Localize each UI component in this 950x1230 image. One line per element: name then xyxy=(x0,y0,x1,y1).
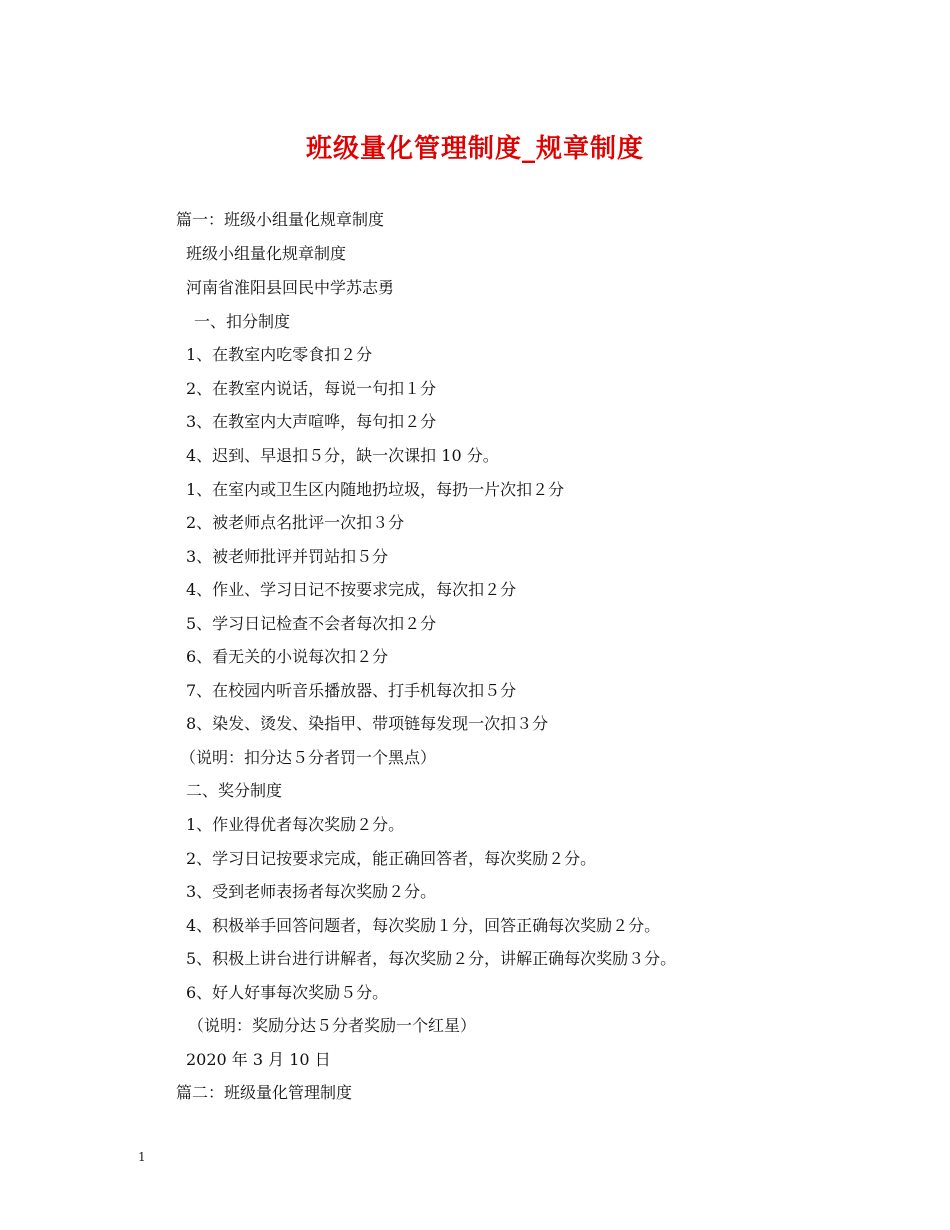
text-line: 河南省淮阳县回民中学苏志勇 xyxy=(186,278,395,297)
text-line: 3、受到老师表扬者每次奖励２分。 xyxy=(186,882,437,901)
text-line: 5、学习日记检查不会者每次扣２分 xyxy=(186,614,437,633)
text-line: 7、在校园内听音乐播放器、打手机每次扣５分 xyxy=(186,681,517,700)
document-title: 班级量化管理制度_规章制度 xyxy=(305,134,644,164)
text-line: （说明：奖励分达５分者奖励一个红星） xyxy=(188,1016,477,1035)
text-line: 1、在室内或卫生区内随地扔垃圾，每扔一片次扣２分 xyxy=(186,480,565,499)
text-line: 一、扣分制度 xyxy=(194,312,291,331)
text-line: 1、在教室内吃零食扣２分 xyxy=(186,345,373,364)
text-line: 2020 年 3 月 10 日 xyxy=(186,1050,331,1069)
text-line: （说明：扣分达５分者罚一个黑点） xyxy=(180,748,437,767)
text-line: 8、染发、烫发、染指甲、带项链每发现一次扣３分 xyxy=(186,714,549,733)
text-line: 班级小组量化规章制度 xyxy=(186,244,347,263)
text-line: 4、积极举手回答问题者，每次奖励１分，回答正确每次奖励２分。 xyxy=(186,916,661,935)
text-line: 篇二：班级量化管理制度 xyxy=(176,1083,353,1102)
text-line: 6、好人好事每次奖励５分。 xyxy=(186,983,389,1002)
text-line: 2、在教室内说话，每说一句扣１分 xyxy=(186,379,437,398)
text-line: 3、在教室内大声喧哗，每句扣２分 xyxy=(186,412,437,431)
page-number: 1 xyxy=(138,1150,146,1164)
text-line: 二、奖分制度 xyxy=(186,781,283,800)
text-line: 3、被老师批评并罚站扣５分 xyxy=(186,547,389,566)
text-line: 5、积极上讲台进行讲解者，每次奖励２分，讲解正确每次奖励３分。 xyxy=(186,949,677,968)
text-line: 篇一：班级小组量化规章制度 xyxy=(176,210,385,229)
text-line: 2、被老师点名批评一次扣３分 xyxy=(186,513,405,532)
text-line: 4、迟到、早退扣５分，缺一次课扣 10 分。 xyxy=(186,446,499,465)
text-line: 6、看无关的小说每次扣２分 xyxy=(186,647,389,666)
text-line: 1、作业得优者每次奖励２分。 xyxy=(186,815,405,834)
text-line: 4、作业、学习日记不按要求完成，每次扣２分 xyxy=(186,580,517,599)
text-line: 2、学习日记按要求完成，能正确回答者，每次奖励２分。 xyxy=(186,849,597,868)
